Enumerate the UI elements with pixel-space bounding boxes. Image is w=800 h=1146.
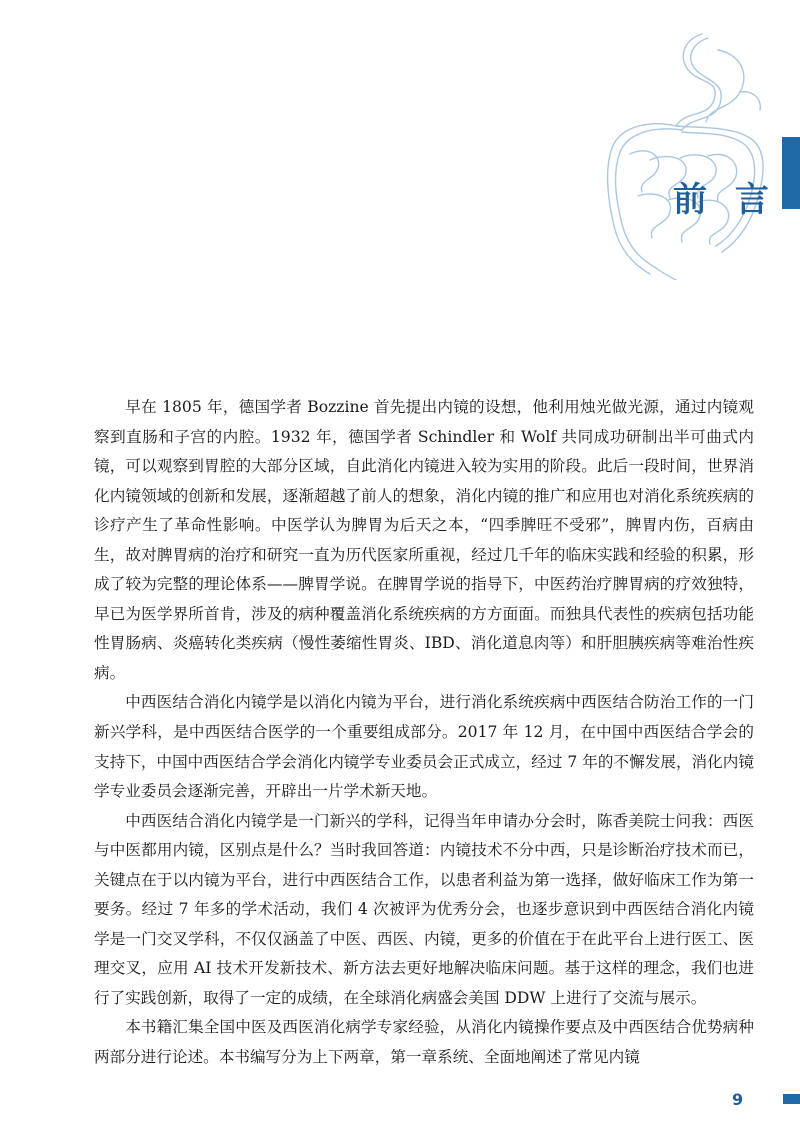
paragraph: 中西医结合消化内镜学是以消化内镜为平台，进行消化系统疾病中西医结合防治工作的一门新兴学科，是中西医结合医学的一个重要组成部分。2017 年 12 月，在中国中西医结合学会的支持下，中国中西医结合学会消化内镜学专业委员会正式成立，经过 7 年的不懈发展，消化内镜学专业委员会逐渐完善，开辟出一片学术新天地。 — [94, 693, 754, 801]
page-number: 9 — [732, 1090, 744, 1109]
paragraph: 早在 1805 年，德国学者 Bozzine 首先提出内镜的设想，他利用烛光做光源，通过内镜观察到直肠和子宫的内腔。1932 年，德国学者 Schindler 和 Wolf 共同成功研制出半可曲式内镜，可以观察到胃腔的大部分区域，自此消化内镜进入较为实用的阶段。此后一段时间，世界消化内镜领域的创新和发展，逐渐超越了前人的想象，消化内镜的推广和应用也对消化系统疾病的诊疗产生了革命性影响。中医学认为脾胃为后天之本，“四季脾旺不受邪”，脾胃内伤，百病由生，故对脾胃病的治疗和研究一直为历代医家所重视，经过几千年的临床实践和经验的积累，形成了较为完整的理论体系——脾胃学说。在脾胃学说的指导下，中医药治疗脾胃病的疗效独特，早已为医学界所首肯，涉及的病种覆盖消化系统疾病的方方面面。而独具代表性的疾病包括功能性胃肠病、炎癌转化类疾病（慢性萎缩性胃炎、IBD、消化道息肉等）和肝胆胰疾病等难治性疾病。 — [94, 398, 754, 682]
footer-accent-bar — [783, 1094, 800, 1104]
paragraph: 本书籍汇集全国中医及西医消化病学专家经验，从消化内镜操作要点及中西医结合优势病种两部分进行论述。本书编写分为上下两章，第一章系统、全面地阐述了常见内镜 — [94, 1018, 754, 1067]
body-text — [94, 393, 754, 1073]
paragraph: 中西医结合消化内镜学是一门新兴的学科，记得当年申请办分会时，陈香美院士问我：西医与中医都用内镜，区别点是什么？当时我回答道：内镜技术不分中西，只是诊断治疗技术而已，关键点在于以内镜为平台，进行中西医结合工作，以患者利益为第一选择，做好临床工作为第一要务。经过 7 年多的学术活动，我们 4 次被评为优秀分会，也逐步意识到中西医结合消化内镜学是一门交叉学科，不仅仅涵盖了中医、西医、内镜，更多的价值在于在此平台上进行医工、医理交叉，应用 AI 技术开发新技术、新方法去更好地解决临床问题。基于这样的理念，我们也进行了实践创新，取得了一定的成绩，在全球消化病盛会美国 DDW 上进行了交流与展示。 — [94, 811, 754, 1007]
page-title: 前 言 — [673, 180, 777, 220]
chapter-tab-marker — [782, 137, 800, 209]
digestive-tract-illustration — [590, 30, 770, 280]
